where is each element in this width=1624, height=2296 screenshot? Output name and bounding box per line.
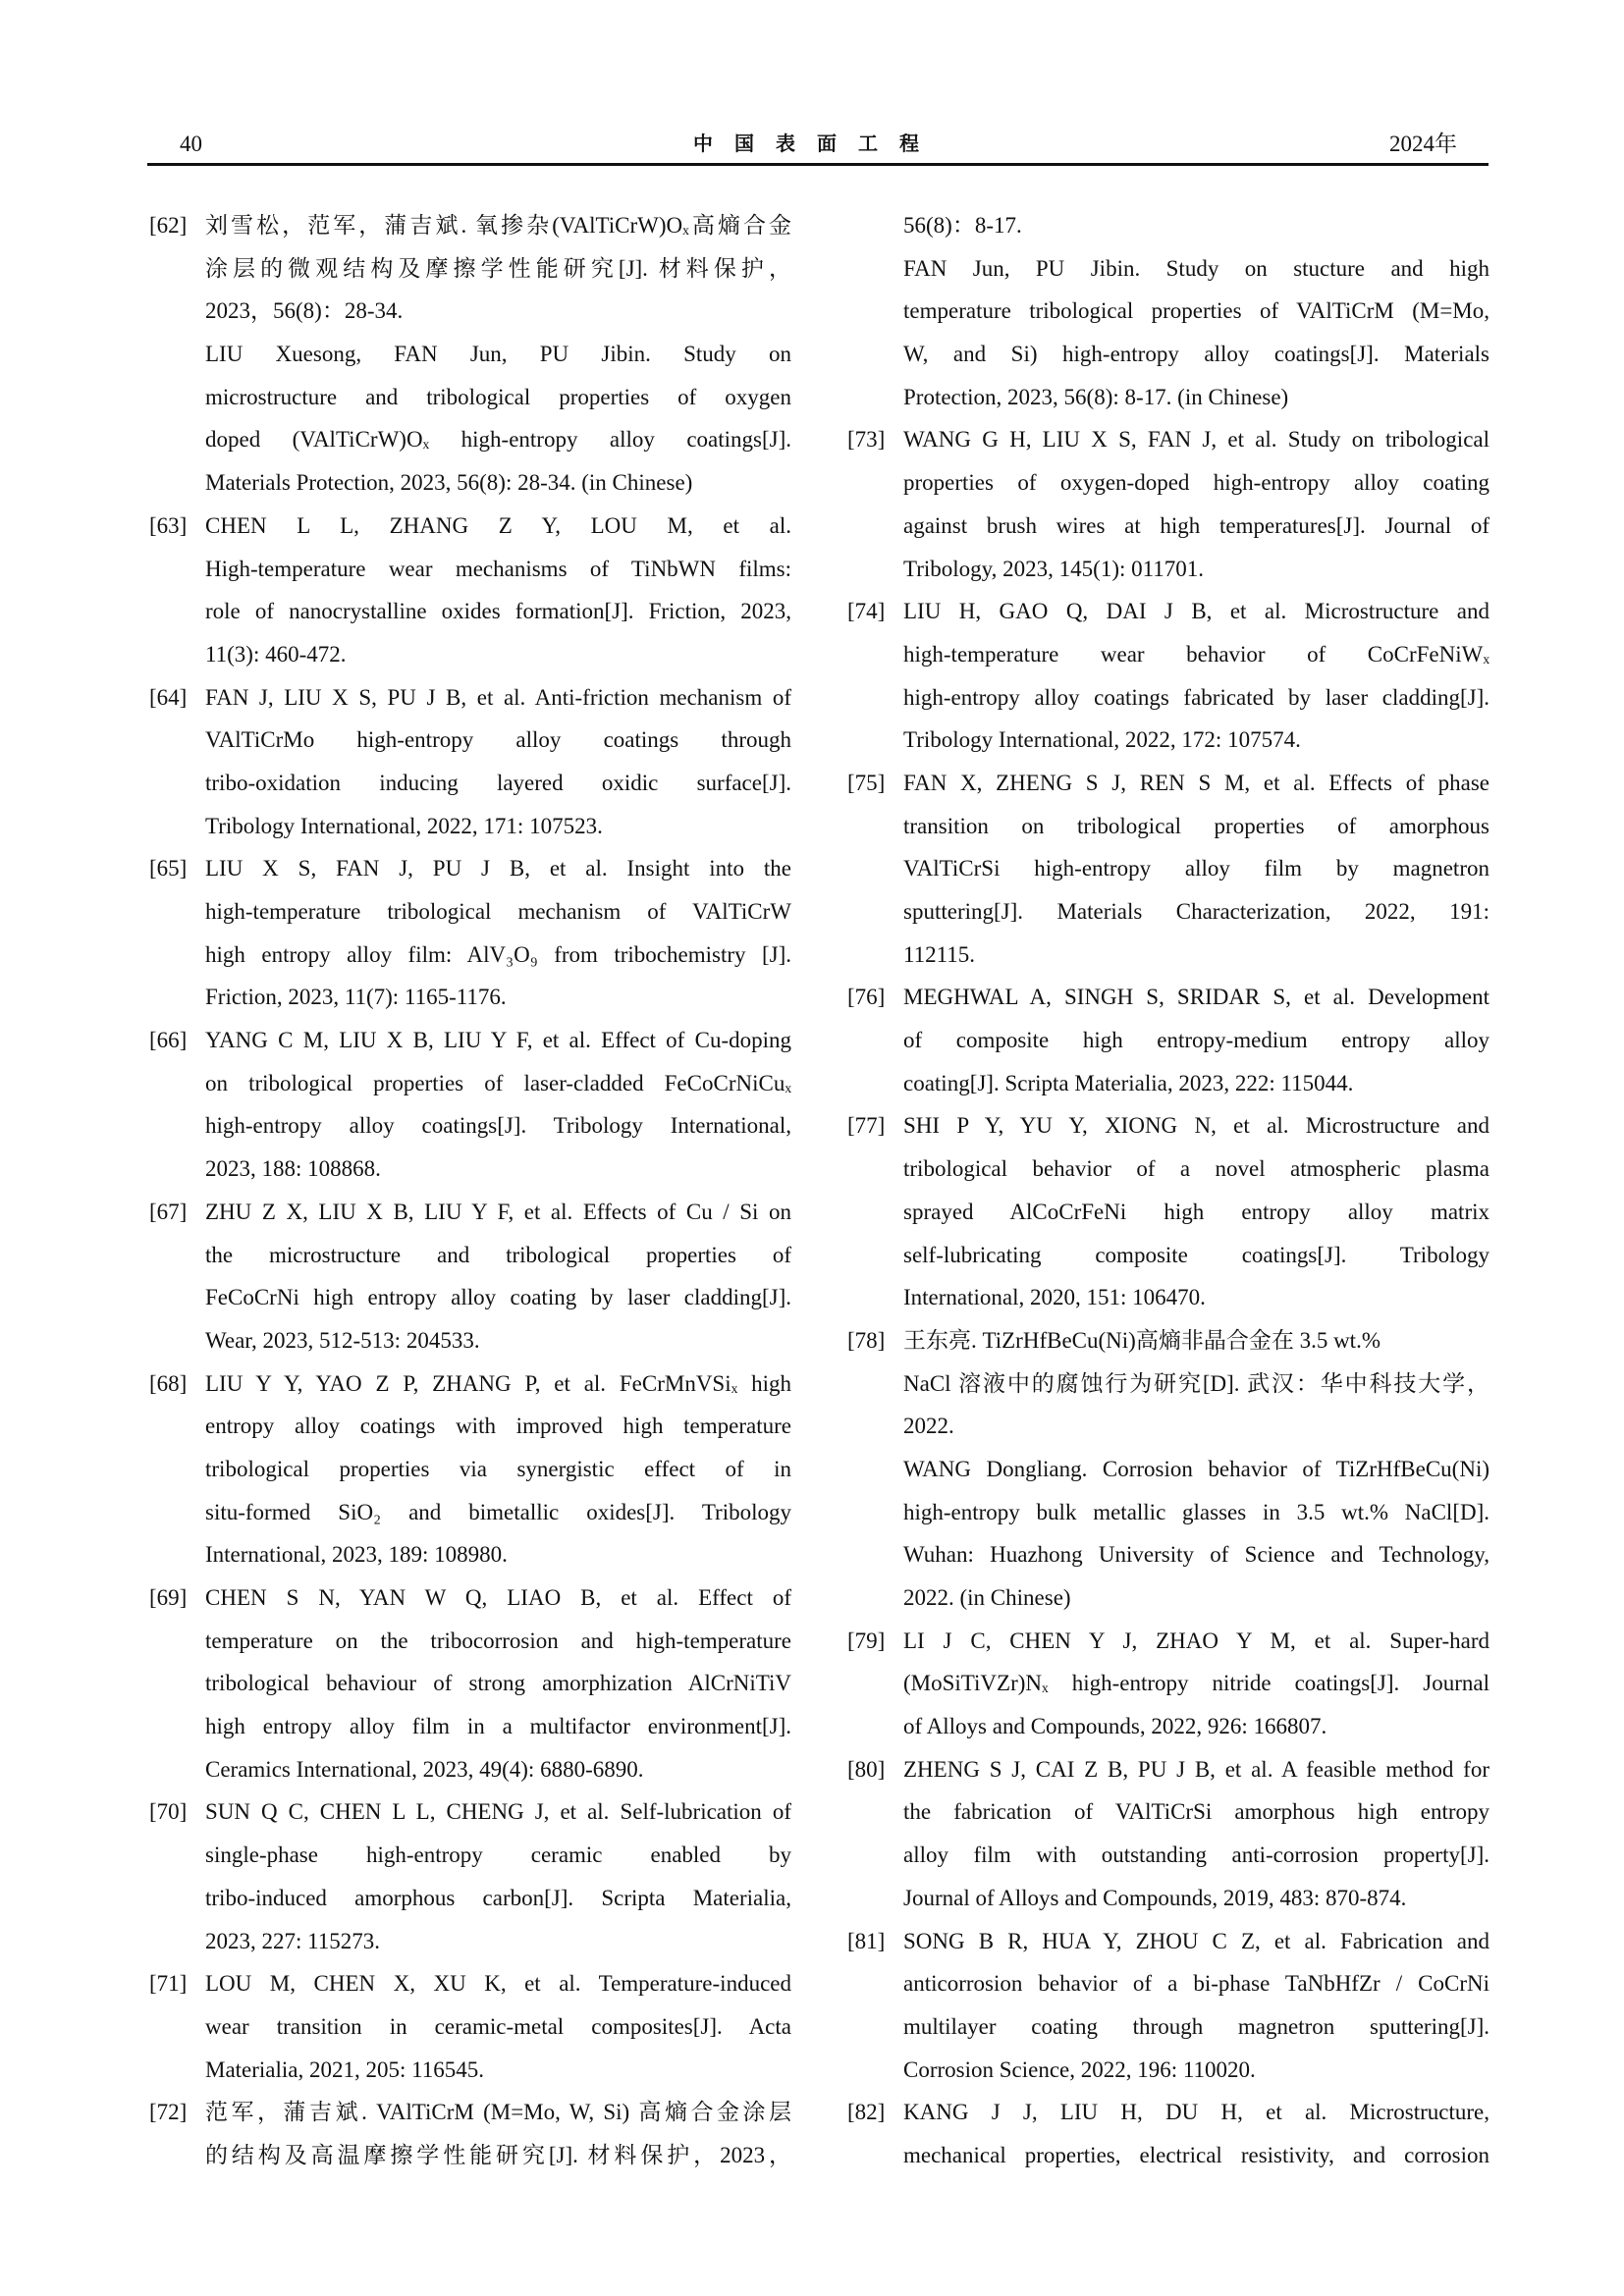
reference-number: [77] xyxy=(847,1113,886,1139)
reference-line: sputtering[J]. Materials Characterization, 2022, 191: xyxy=(903,899,1489,924)
reference-line: entropy alloy coatings with improved high temperature xyxy=(205,1414,791,1439)
reference-number: [82] xyxy=(847,2100,886,2125)
reference-entry xyxy=(847,418,1495,590)
reference-number: [73] xyxy=(847,427,886,453)
reference-line: LIU X S, FAN J, PU J B, et al. Insight into the xyxy=(205,856,791,881)
reference-line: FAN X, ZHENG S J, REN S M, et al. Effects of phase xyxy=(903,770,1489,795)
reference-number: [71] xyxy=(149,1971,188,1997)
reference-line: wear transition in ceramic-metal composites[J]. Acta xyxy=(205,2013,791,2039)
reference-line: Wear, 2023, 512-513: 204533. xyxy=(205,1327,480,1353)
reference-line: Tribology International, 2022, 172: 107574. xyxy=(903,727,1301,753)
reference-entry xyxy=(847,1748,1495,1920)
reference-entry xyxy=(847,1319,1495,1620)
reference-line: Tribology, 2023, 145(1): 011701. xyxy=(903,556,1205,581)
reference-line: 2023, 227: 115273. xyxy=(205,1928,381,1953)
reference-line: high-entropy alloy coatings fabricated by laser cladding[J]. xyxy=(903,684,1489,710)
reference-entry xyxy=(847,204,1495,418)
reference-line: Corrosion Science, 2022, 196: 110020. xyxy=(903,2056,1256,2082)
reference-line: mechanical properties, electrical resistivity, and corrosion xyxy=(903,2142,1489,2167)
reference-line: tribological behavior of a novel atmospheric plasma xyxy=(903,1156,1489,1182)
reference-number: [65] xyxy=(149,856,188,881)
reference-number: [80] xyxy=(847,1756,886,1782)
reference-line: W, and Si) high-entropy alloy coatings[J]. Materials xyxy=(903,342,1489,367)
reference-line: 的结构及高温摩擦学性能研究[J]. 材料保护，2023， xyxy=(205,2142,791,2167)
reference-line: tribo-oxidation inducing layered oxidic surface[J]. xyxy=(205,770,791,795)
reference-line: role of nanocrystalline oxides formation[J]. Friction, 2023, xyxy=(205,599,791,624)
reference-entry xyxy=(149,1576,797,1790)
reference-number: [70] xyxy=(149,1799,188,1825)
reference-number: [68] xyxy=(149,1370,188,1396)
reference-line: high entropy alloy film in a multifactor environment[J]. xyxy=(205,1714,791,1739)
reference-line: CHEN L L, ZHANG Z Y, LOU M, et al. xyxy=(205,512,791,538)
reference-line: 涂层的微观结构及摩擦学性能研究[J]. 材料保护， xyxy=(205,255,791,281)
reference-line: Materials Protection, 2023, 56(8): 28-34. (in Chinese) xyxy=(205,470,693,496)
reference-line: ZHENG S J, CAI Z B, PU J B, et al. A feasible method for xyxy=(903,1756,1489,1782)
reference-line: Ceramics International, 2023, 49(4): 6880-6890. xyxy=(205,1756,644,1782)
reference-entry xyxy=(847,1104,1495,1318)
reference-line: high-entropy alloy coatings[J]. Tribology International, xyxy=(205,1113,791,1139)
reference-line: alloy film with outstanding anti-corrosion property[J]. xyxy=(903,1842,1489,1868)
reference-line: WANG G H, LIU X S, FAN J, et al. Study on tribological xyxy=(903,427,1489,453)
reference-line: LOU M, CHEN X, XU K, et al. Temperature-induced xyxy=(205,1971,791,1997)
reference-entry xyxy=(149,676,797,848)
references-right-column xyxy=(847,204,1495,2177)
reference-line: of composite high entropy-medium entropy alloy xyxy=(903,1028,1489,1053)
reference-entry xyxy=(149,1362,797,1576)
reference-entry xyxy=(149,1962,797,2091)
reference-number: [75] xyxy=(847,770,886,795)
reference-line: transition on tribological properties of amorphous xyxy=(903,813,1489,838)
reference-line: doped (VAlTiCrW)Oₓ high-entropy alloy coatings[J]. xyxy=(205,427,791,453)
reference-entry xyxy=(149,1019,797,1191)
reference-line: FAN Jun, PU Jibin. Study on stucture and high xyxy=(903,255,1489,281)
reference-line: coating[J]. Scripta Materialia, 2023, 222: 115044. xyxy=(903,1070,1354,1095)
reference-line: 56(8)：8-17. xyxy=(903,213,1022,238)
reference-entry xyxy=(847,976,1495,1104)
reference-line: Tribology International, 2022, 171: 107523. xyxy=(205,813,603,838)
reference-entry xyxy=(149,2091,797,2176)
reference-line: LIU H, GAO Q, DAI J B, et al. Microstructure and xyxy=(903,599,1489,624)
reference-line: tribological properties via synergistic effect of in xyxy=(205,1456,791,1481)
reference-line: tribo-induced amorphous carbon[J]. Scripta Materialia, xyxy=(205,1885,791,1910)
reference-number: [63] xyxy=(149,512,188,538)
reference-line: MEGHWAL A, SINGH S, SRIDAR S, et al. Development xyxy=(903,985,1489,1010)
reference-line: the microstructure and tribological properties of xyxy=(205,1242,791,1267)
reference-line: Wuhan: Huazhong University of Science and Technology, xyxy=(903,1542,1489,1568)
reference-line: 11(3): 460-472. xyxy=(205,641,347,667)
reference-line: high-entropy bulk metallic glasses in 3.5 wt.% NaCl[D]. xyxy=(903,1499,1489,1524)
reference-entry xyxy=(847,1620,1495,1748)
reference-number: [64] xyxy=(149,684,188,710)
reference-line: Journal of Alloys and Compounds, 2019, 483: 870-874. xyxy=(903,1885,1407,1910)
page-number: 40 xyxy=(180,132,202,156)
reference-line: VAlTiCrMo high-entropy alloy coatings through xyxy=(205,727,791,753)
reference-line: CHEN S N, YAN W Q, LIAO B, et al. Effect of xyxy=(205,1585,791,1610)
reference-number: [78] xyxy=(847,1327,886,1353)
reference-line: (MoSiTiVZr)Nₓ high-entropy nitride coatings[J]. Journal xyxy=(903,1671,1489,1696)
reference-line: 2022. xyxy=(903,1414,954,1439)
reference-entry xyxy=(847,590,1495,762)
reference-line: YANG C M, LIU X B, LIU Y F, et al. Effect of Cu-doping xyxy=(205,1028,791,1053)
reference-line: situ-formed SiO₂ and bimetallic oxides[J]. Tribology xyxy=(205,1499,791,1524)
reference-line: LIU Xuesong, FAN Jun, PU Jibin. Study on xyxy=(205,342,791,367)
reference-line: high-temperature tribological mechanism of VAlTiCrW xyxy=(205,899,791,924)
reference-line: LI J C, CHEN Y J, ZHAO Y M, et al. Super-hard xyxy=(903,1628,1489,1653)
journal-year: 2024年 xyxy=(1389,132,1457,156)
reference-line: 范军，蒲吉斌. VAlTiCrM (M=Mo, W, Si) 高熵合金涂层 xyxy=(205,2100,791,2125)
reference-line: 2023, 188: 108868. xyxy=(205,1156,381,1182)
reference-number: [67] xyxy=(149,1199,188,1224)
reference-line: FeCoCrNi high entropy alloy coating by laser cladding[J]. xyxy=(205,1285,791,1310)
reference-line: of Alloys and Compounds, 2022, 926: 166807. xyxy=(903,1714,1327,1739)
reference-number: [72] xyxy=(149,2100,188,2125)
reference-line: FAN J, LIU X S, PU J B, et al. Anti-friction mechanism of xyxy=(205,684,791,710)
reference-line: 2022. (in Chinese) xyxy=(903,1585,1071,1610)
reference-entry xyxy=(847,1920,1495,2092)
header-rule xyxy=(147,163,1489,166)
reference-line: International, 2023, 189: 108980. xyxy=(205,1542,508,1568)
reference-entry xyxy=(149,505,797,676)
reference-number: [74] xyxy=(847,599,886,624)
reference-line: KANG J J, LIU H, DU H, et al. Microstructure, xyxy=(903,2100,1489,2125)
reference-line: the fabrication of VAlTiCrSi amorphous high entropy xyxy=(903,1799,1489,1825)
reference-line: on tribological properties of laser-cladded FeCoCrNiCuₓ xyxy=(205,1070,791,1095)
reference-line: against brush wires at high temperatures[J]. Journal of xyxy=(903,512,1489,538)
reference-line: LIU Y Y, YAO Z P, ZHANG P, et al. FeCrMnVSiₓ high xyxy=(205,1370,791,1396)
reference-line: International, 2020, 151: 106470. xyxy=(903,1285,1206,1310)
reference-entry xyxy=(149,1790,797,1962)
reference-line: high entropy alloy film: AlV₃O₉ from tribochemistry [J]. xyxy=(205,941,791,967)
reference-line: Protection, 2023, 56(8): 8-17. (in Chinese) xyxy=(903,384,1289,409)
reference-line: tribological behaviour of strong amorphization AlCrNiTiV xyxy=(205,1671,791,1696)
reference-line: sprayed AlCoCrFeNi high entropy alloy matrix xyxy=(903,1199,1489,1224)
journal-title: 中国表面工程 xyxy=(693,133,941,155)
reference-entry xyxy=(149,204,797,505)
reference-line: 2023，56(8)：28-34. xyxy=(205,298,404,324)
reference-number: [79] xyxy=(847,1628,886,1653)
reference-line: WANG Dongliang. Corrosion behavior of TiZrHfBeCu(Ni) xyxy=(903,1456,1489,1481)
reference-line: SONG B R, HUA Y, ZHOU C Z, et al. Fabrication and xyxy=(903,1928,1489,1953)
reference-number: [69] xyxy=(149,1585,188,1610)
reference-line: High-temperature wear mechanisms of TiNbWN films: xyxy=(205,556,791,581)
reference-line: anticorrosion behavior of a bi-phase TaNbHfZr / CoCrNi xyxy=(903,1971,1489,1997)
reference-line: VAlTiCrSi high-entropy alloy film by magnetron xyxy=(903,856,1489,881)
reference-number: [76] xyxy=(847,985,886,1010)
reference-number: [62] xyxy=(149,213,188,238)
reference-line: microstructure and tribological properties of oxygen xyxy=(205,384,791,409)
reference-line: SUN Q C, CHEN L L, CHENG J, et al. Self-lubrication of xyxy=(205,1799,791,1825)
reference-number: [81] xyxy=(847,1928,886,1953)
reference-line: Friction, 2023, 11(7): 1165-1176. xyxy=(205,985,507,1010)
reference-entry xyxy=(149,1191,797,1362)
reference-line: Materialia, 2021, 205: 116545. xyxy=(205,2056,485,2082)
reference-line: multilayer coating through magnetron sputtering[J]. xyxy=(903,2013,1489,2039)
reference-line: SHI P Y, YU Y, XIONG N, et al. Microstructure and xyxy=(903,1113,1489,1139)
reference-line: temperature tribological properties of VAlTiCrM (M=Mo, xyxy=(903,298,1489,324)
reference-entry xyxy=(149,847,797,1019)
references-left-column xyxy=(149,204,797,2177)
reference-line: 王东亮. TiZrHfBeCu(Ni)高熵非晶合金在 3.5 wt.% xyxy=(903,1327,1380,1353)
reference-entry xyxy=(847,2091,1495,2176)
reference-line: NaCl 溶液中的腐蚀行为研究[D]. 武汉：华中科技大学， xyxy=(903,1370,1489,1396)
reference-line: 刘雪松，范军，蒲吉斌. 氧掺杂(VAlTiCrW)Oₓ高熵合金 xyxy=(205,213,791,238)
reference-line: 112115. xyxy=(903,941,976,967)
reference-number: [66] xyxy=(149,1028,188,1053)
reference-line: temperature on the tribocorrosion and high-temperature xyxy=(205,1628,791,1653)
reference-line: single-phase high-entropy ceramic enabled by xyxy=(205,1842,791,1868)
reference-line: self-lubricating composite coatings[J]. Tribology xyxy=(903,1242,1489,1267)
reference-line: properties of oxygen-doped high-entropy alloy coating xyxy=(903,470,1489,496)
reference-line: high-temperature wear behavior of CoCrFeNiWₓ xyxy=(903,641,1489,667)
reference-entry xyxy=(847,762,1495,976)
reference-line: ZHU Z X, LIU X B, LIU Y F, et al. Effects of Cu / Si on xyxy=(205,1199,791,1224)
